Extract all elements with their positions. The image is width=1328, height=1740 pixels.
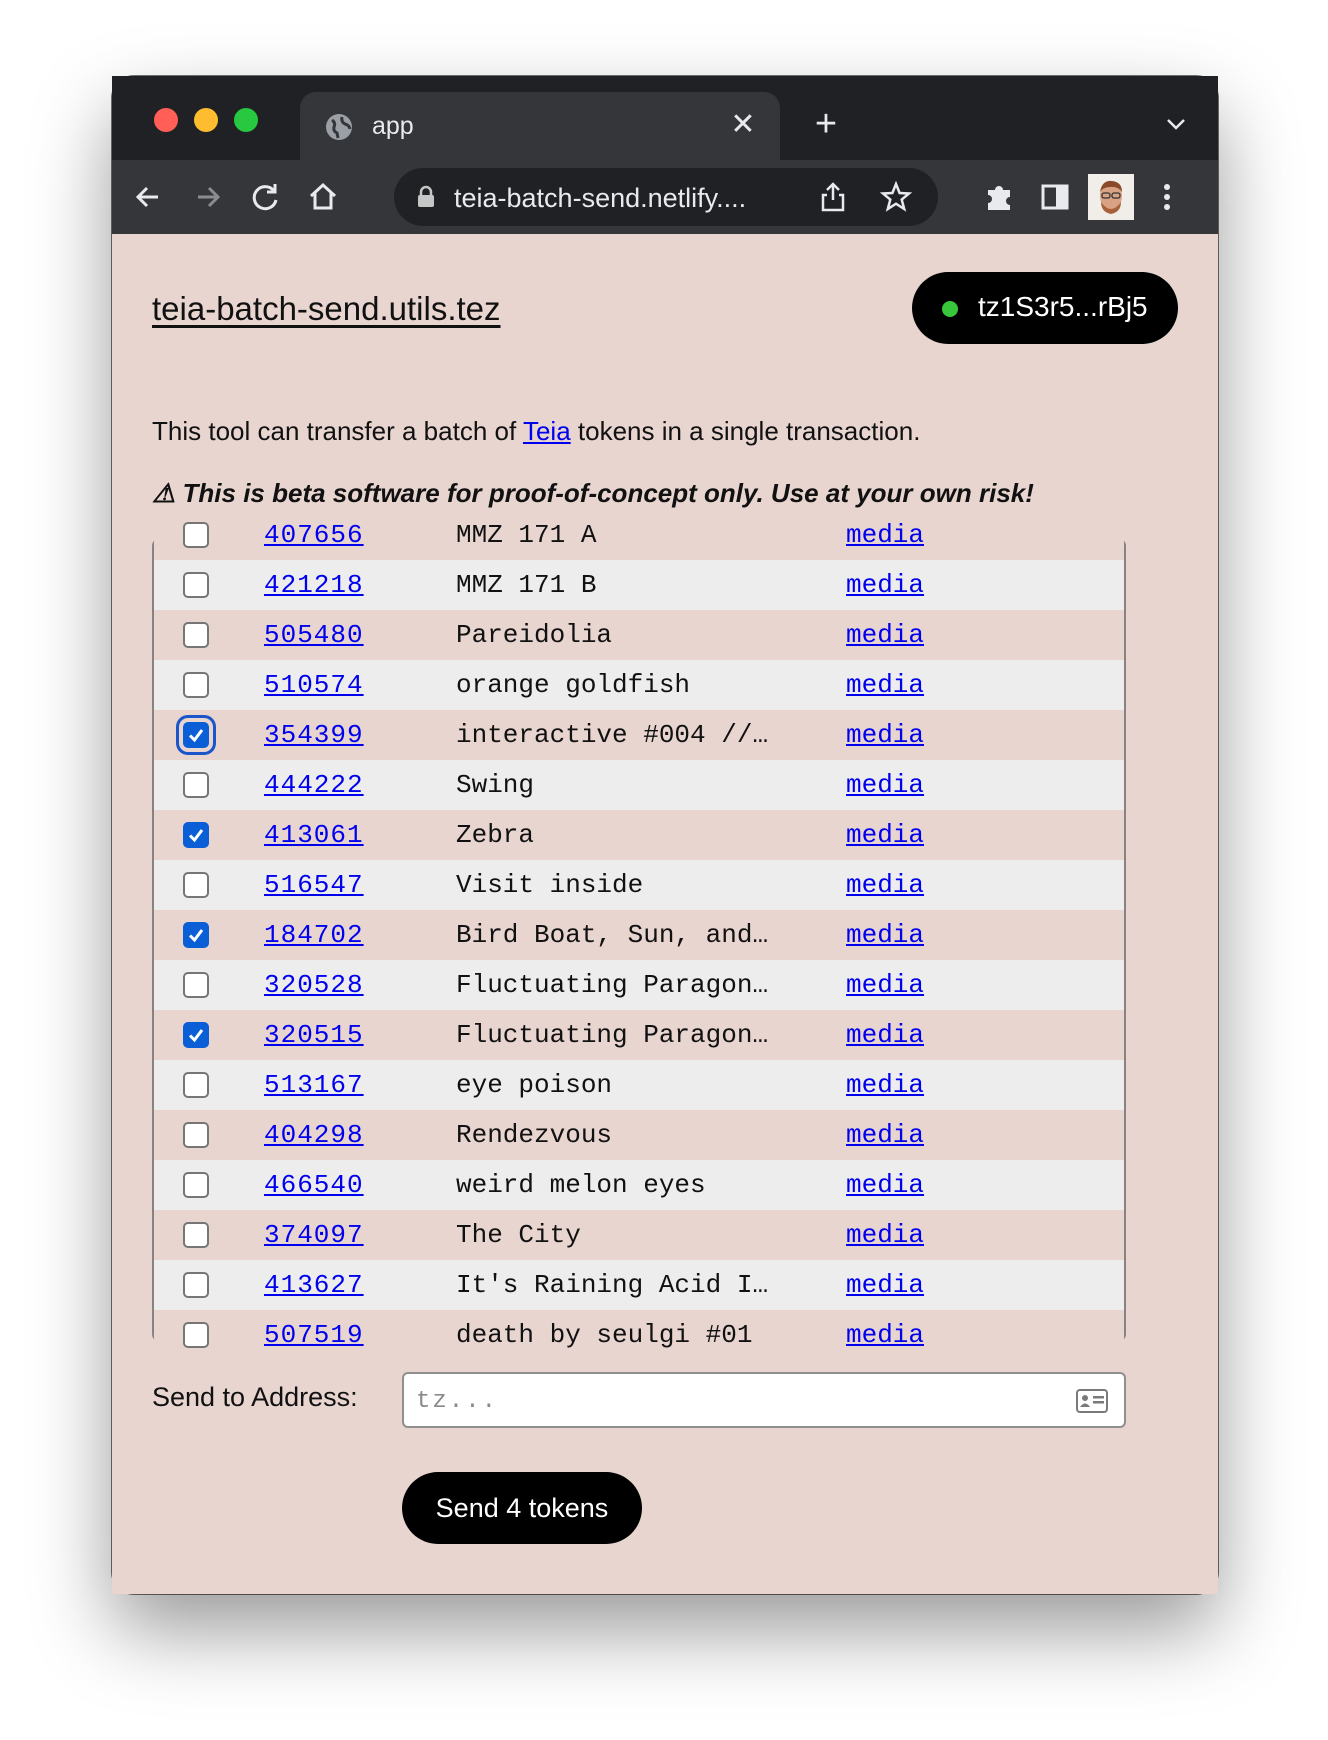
token-id-link[interactable]: 404298 [264, 1120, 364, 1150]
token-checkbox[interactable] [183, 572, 209, 598]
checkmark-icon [187, 726, 205, 744]
tab-app[interactable] [300, 92, 780, 162]
token-id-link[interactable]: 513167 [264, 1070, 364, 1100]
token-checkbox[interactable] [183, 522, 209, 548]
token-media-link[interactable]: media [846, 520, 925, 550]
token-row [154, 1260, 1124, 1310]
bookmark-star-icon[interactable] [880, 181, 912, 213]
address-bar[interactable] [394, 168, 938, 226]
token-id-link[interactable]: 507519 [264, 1320, 364, 1350]
forward-arrow-icon[interactable] [186, 176, 228, 218]
token-name: Swing [456, 770, 535, 800]
site-title-link[interactable]: teia-batch-send.utils.tez [152, 290, 501, 327]
token-media-link[interactable]: media [846, 620, 925, 650]
profile-avatar[interactable] [1088, 174, 1134, 220]
send-tokens-button[interactable]: Send 4 tokens [402, 1472, 642, 1544]
token-media-link[interactable]: media [846, 720, 925, 750]
token-id-link[interactable]: 421218 [264, 570, 364, 600]
token-row [154, 760, 1124, 810]
extensions-puzzle-icon[interactable] [978, 176, 1020, 218]
back-arrow-icon[interactable] [128, 176, 170, 218]
token-media-link[interactable]: media [846, 970, 925, 1000]
token-id-link[interactable]: 510574 [264, 670, 364, 700]
share-icon[interactable] [818, 181, 848, 213]
token-checkbox[interactable] [183, 1122, 209, 1148]
token-id-link[interactable]: 407656 [264, 520, 364, 550]
token-checkbox[interactable] [183, 872, 209, 898]
token-name: death by seulgi #01 [456, 1320, 753, 1350]
token-rows [154, 510, 1124, 1360]
token-row [154, 860, 1124, 910]
token-id-link[interactable]: 413627 [264, 1270, 364, 1300]
token-id-link[interactable]: 320528 [264, 970, 364, 1000]
token-name: Fluctuating Paragon… [456, 1020, 769, 1050]
token-media-link[interactable]: media [846, 1170, 925, 1200]
send-address-label: Send to Address: [152, 1382, 358, 1412]
token-id-link[interactable]: 184702 [264, 920, 364, 950]
token-row [154, 810, 1124, 860]
intro-before: This tool can transfer a batch of [152, 416, 523, 446]
wallet-address: tz1S3r5...rBj5 [978, 291, 1148, 322]
token-media-link[interactable]: media [846, 1020, 925, 1050]
token-row [154, 1310, 1124, 1360]
token-name: It's Raining Acid I… [456, 1270, 769, 1300]
page-content [112, 234, 1218, 1594]
token-name: interactive #004 //… [456, 720, 769, 750]
tab-title: app [372, 112, 414, 140]
token-row [154, 560, 1124, 610]
send-address-placeholder: tz... [416, 1388, 499, 1415]
token-checkbox[interactable] [183, 1272, 209, 1298]
contact-card-icon[interactable] [1076, 1389, 1108, 1413]
token-id-link[interactable]: 516547 [264, 870, 364, 900]
token-checkbox[interactable] [183, 972, 209, 998]
token-checkbox[interactable] [183, 722, 209, 748]
wallet-button[interactable] [912, 272, 1178, 344]
token-media-link[interactable]: media [846, 1070, 925, 1100]
token-id-link[interactable]: 374097 [264, 1220, 364, 1250]
token-media-link[interactable]: media [846, 770, 925, 800]
new-tab-button[interactable]: + [814, 103, 838, 145]
side-panel-icon[interactable] [1034, 176, 1076, 218]
token-row [154, 1160, 1124, 1210]
token-row [154, 960, 1124, 1010]
token-row [154, 510, 1124, 560]
token-media-link[interactable]: media [846, 870, 925, 900]
token-checkbox[interactable] [183, 672, 209, 698]
token-name: weird melon eyes [456, 1170, 706, 1200]
globe-icon [324, 112, 354, 142]
token-row [154, 910, 1124, 960]
intro-text [152, 416, 920, 447]
token-checkbox[interactable] [183, 922, 209, 948]
token-name: Fluctuating Paragon… [456, 970, 769, 1000]
token-checkbox[interactable] [183, 1172, 209, 1198]
token-checkbox[interactable] [183, 622, 209, 648]
token-row [154, 1060, 1124, 1110]
token-id-link[interactable]: 444222 [264, 770, 364, 800]
token-media-link[interactable]: media [846, 670, 925, 700]
token-name: Pareidolia [456, 620, 613, 650]
checkmark-icon [187, 1026, 205, 1044]
token-name: Visit inside [456, 870, 644, 900]
token-id-link[interactable]: 505480 [264, 620, 364, 650]
reload-icon[interactable] [244, 176, 286, 218]
chevron-down-icon[interactable] [1162, 110, 1190, 138]
token-row [154, 710, 1124, 760]
token-checkbox[interactable] [183, 1022, 209, 1048]
tab-strip [112, 76, 1218, 160]
token-checkbox[interactable] [183, 772, 209, 798]
token-name: Rendezvous [456, 1120, 613, 1150]
token-row [154, 1010, 1124, 1060]
maximize-window-button[interactable] [234, 108, 258, 132]
token-name: MMZ 171 A [456, 520, 597, 550]
send-address-input[interactable] [402, 1372, 1126, 1428]
token-media-link[interactable]: media [846, 820, 925, 850]
token-name: The City [456, 1220, 581, 1250]
beta-warning: ⚠ This is beta software for proof-of-concept only. Use at your own risk! [152, 478, 1034, 508]
close-window-button[interactable] [154, 108, 178, 132]
token-media-link[interactable]: media [846, 1270, 925, 1300]
checkmark-icon [187, 826, 205, 844]
kebab-menu-icon[interactable] [1146, 176, 1188, 218]
token-id-link[interactable]: 354399 [264, 720, 364, 750]
home-icon[interactable] [302, 176, 344, 218]
token-checkbox[interactable] [183, 822, 209, 848]
token-row [154, 610, 1124, 660]
token-row [154, 660, 1124, 710]
token-checkbox[interactable] [183, 1322, 209, 1348]
token-media-link[interactable]: media [846, 1220, 925, 1250]
token-row [154, 1110, 1124, 1160]
token-checkbox[interactable] [183, 1072, 209, 1098]
lock-icon[interactable] [416, 186, 436, 208]
token-list[interactable] [152, 520, 1126, 1350]
token-media-link[interactable]: media [846, 570, 925, 600]
url-text: teia-batch-send.netlify.... [454, 183, 747, 213]
token-id-link[interactable]: 413061 [264, 820, 364, 850]
connected-status-dot [942, 301, 958, 317]
intro-after: tokens in a single transaction. [570, 416, 921, 446]
checkmark-icon [187, 926, 205, 944]
browser-window [112, 76, 1218, 1594]
token-name: orange goldfish [456, 670, 691, 700]
token-row [154, 1210, 1124, 1260]
close-tab-icon[interactable]: ✕ [730, 108, 756, 141]
token-name: Bird Boat, Sun, and… [456, 920, 769, 950]
token-name: MMZ 171 B [456, 570, 597, 600]
token-id-link[interactable]: 320515 [264, 1020, 364, 1050]
token-media-link[interactable]: media [846, 1120, 925, 1150]
teia-link[interactable]: Teia [522, 416, 571, 446]
token-name: eye poison [456, 1070, 613, 1100]
token-checkbox[interactable] [183, 1222, 209, 1248]
token-id-link[interactable]: 466540 [264, 1170, 364, 1200]
token-media-link[interactable]: media [846, 920, 925, 950]
token-name: Zebra [456, 820, 535, 850]
minimize-window-button[interactable] [194, 108, 218, 132]
token-media-link[interactable]: media [846, 1320, 925, 1350]
